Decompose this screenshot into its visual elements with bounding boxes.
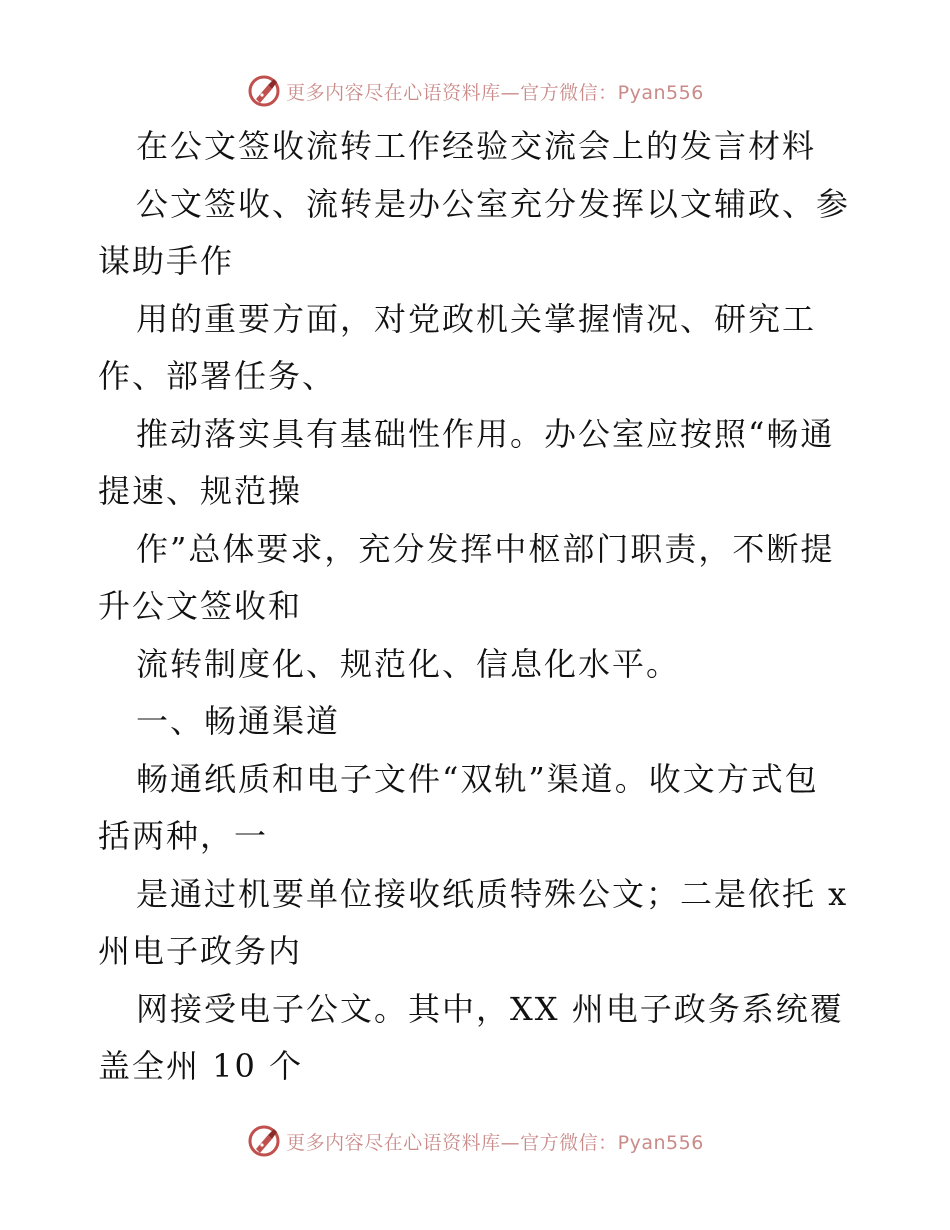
text-line: 推动落实具有基础性作用。办公室应按照“畅通 [136,414,835,453]
text-line: 畅通纸质和电子文件“双轨”渠道。收文方式包 [136,759,819,798]
text-line: 是通过机要单位接收纸质特殊公文；二是依托 x [136,874,849,913]
text-line: 作、部署任务、 [98,357,337,395]
text-line: 州电子政务内 [98,932,303,970]
text-line: 括两种，一 [98,817,269,855]
text-line: 作”总体要求，充分发挥中枢部门职责，不断提 [136,529,835,568]
pen-nib-icon [246,1123,282,1159]
text-line: 一、畅通渠道 [136,702,341,740]
header-banner-text: 更多内容尽在心语资料库—官方微信：Pyan556 [286,81,704,104]
text-line: 公文签收、流转是办公室充分发挥以文辅政、参 [136,184,851,223]
pen-nib-icon [246,73,282,109]
text-line: 在公文签收流转工作经验交流会上的发言材料 [136,127,817,165]
header-banner [0,71,950,111]
footer-banner [0,1121,950,1161]
text-line: 盖全州 10 个 [98,1047,304,1085]
text-line: 升公文签收和 [98,587,303,625]
text-line: 谋助手作 [98,242,235,280]
text-line: 网接受电子公文。其中，XX 州电子政务系统覆 [136,989,844,1028]
text-line: 用的重要方面，对党政机关掌握情况、研究工 [136,299,817,338]
text-line: 流转制度化、规范化、信息化水平。 [136,644,681,683]
document-body [98,118,858,1096]
text-line: 提速、规范操 [98,472,303,510]
footer-banner-text: 更多内容尽在心语资料库—官方微信：Pyan556 [286,1131,704,1154]
